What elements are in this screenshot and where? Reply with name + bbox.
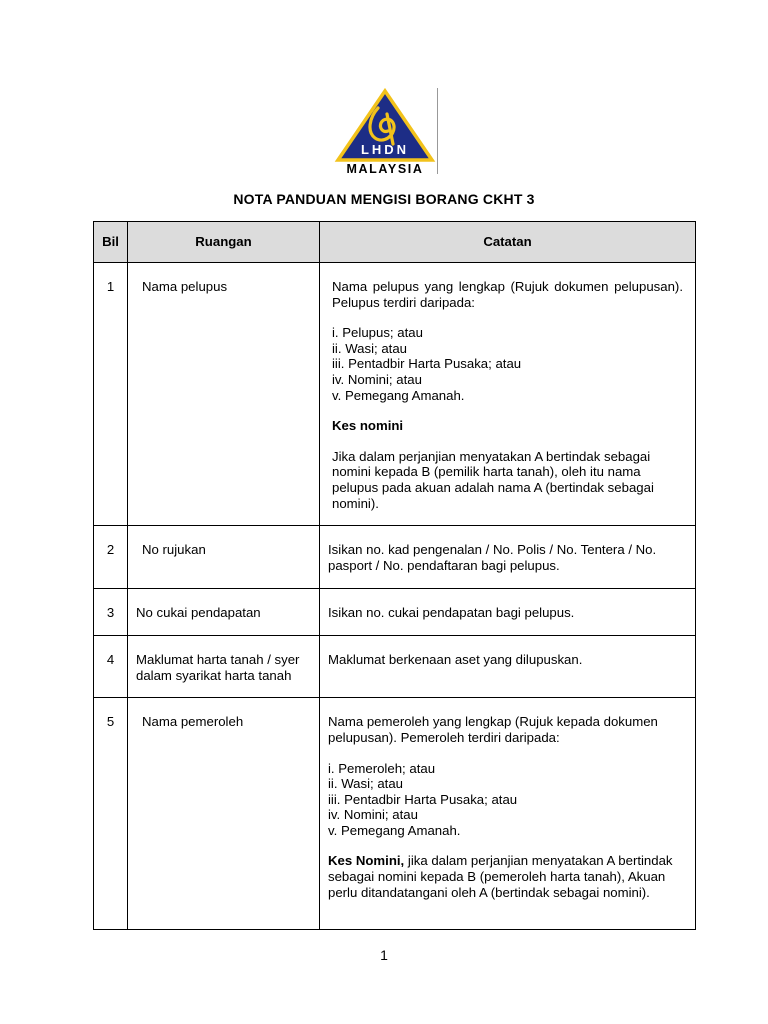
note-text: Maklumat berkenaan aset yang dilupuskan. [328,652,583,668]
note-lead-bold: Kes Nomini, [328,853,405,869]
row-note [320,263,696,526]
note-subheading: Kes nomini [332,418,404,434]
row-field-name: Nama pemeroleh [128,698,320,930]
list-item: v. Pemegang Amanah. [332,387,465,403]
row-note [320,636,696,698]
row-number: 4 [94,636,128,698]
lhdn-logo [331,88,439,176]
note-text: Isikan no. kad pengenalan / No. Polis / No. Tentera / No. pasport / No. pendaftaran bagi pelupus. [328,542,657,573]
list-item: iv. Nomini; atau [332,371,422,387]
row-number: 2 [94,526,128,589]
row-note [320,589,696,636]
list-item: iii. Pentadbir Harta Pusaka; atau [332,356,522,372]
row-note [320,698,696,930]
table-row [94,636,696,698]
table-row [94,263,696,526]
header-ruangan: Ruangan [128,222,320,263]
logo-letters: LHDN [360,142,410,157]
note-text: Isikan no. cukai pendapatan bagi pelupus. [328,605,575,621]
list-item: i. Pemeroleh; atau [328,760,436,776]
list-item: ii. Wasi; atau [332,340,407,356]
document-title: NOTA PANDUAN MENGISI BORANG CKHT 3 [233,191,535,207]
list-item: v. Pemegang Amanah. [328,822,461,838]
row-note [320,526,696,589]
list-item: iii. Pentadbir Harta Pusaka; atau [328,791,518,807]
note-body: jika dalam perjanjian menyatakan A bertindak sebagai nomini kepada B (pemeroleh harta tanah), Akuan perlu ditandatangani oleh A (bertindak sebagai nomini). [328,853,673,900]
row-number: 1 [94,263,128,526]
note-text [328,853,687,900]
table-row [94,526,696,589]
header-catatan: Catatan [320,222,696,263]
row-number: 3 [94,589,128,636]
row-number: 5 [94,698,128,930]
list-item: iv. Nomini; atau [328,807,418,823]
row-field-name: Maklumat harta tanah / syer dalam syarikat harta tanah [128,636,320,698]
note-intro: Nama pelupus yang lengkap (Rujuk dokumen pelupusan). Pelupus terdiri daripada: [332,279,683,310]
table-header-row [94,222,696,263]
note-intro: Nama pemeroleh yang lengkap (Rujuk kepada dokumen pelupusan). Pemeroleh terdiri daripada: [328,714,658,745]
row-field-name: No rujukan [128,526,320,589]
logo-country: MALAYSIA [346,162,424,176]
table-row [94,589,696,636]
lhdn-emblem-icon [331,88,439,176]
row-field-name: Nama pelupus [128,263,320,526]
page-number: 1 [380,947,388,963]
guide-table [93,221,696,930]
row-field-name: No cukai pendapatan [128,589,320,636]
logo-divider [437,88,438,174]
note-text: Jika dalam perjanjian menyatakan A bertindak sebagai nomini kepada B (pemilik harta tanah), oleh itu nama pelupus pada akuan adalah nama A (bertindak sebagai nomini). [332,448,654,511]
list-item: i. Pelupus; atau [332,325,423,341]
header-bil: Bil [94,222,128,263]
list-item: ii. Wasi; atau [328,776,403,792]
table-row [94,698,696,930]
